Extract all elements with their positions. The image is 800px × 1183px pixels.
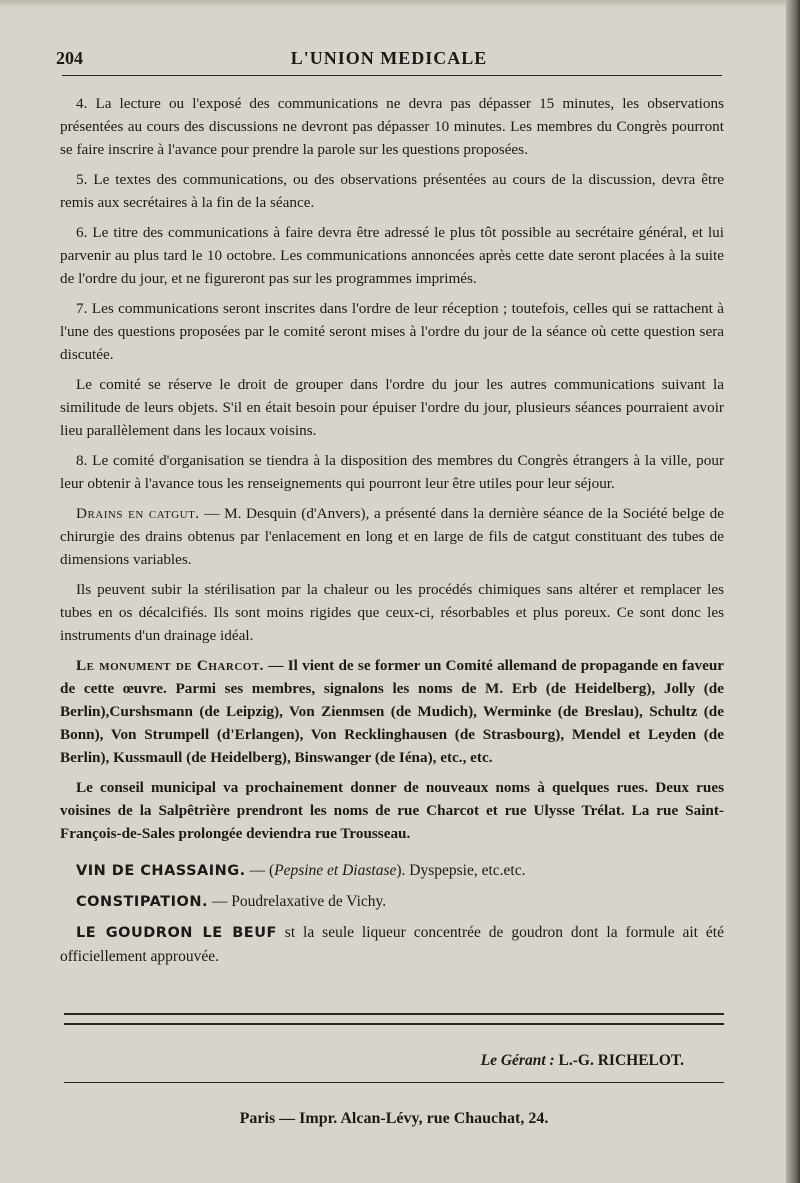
monument-article — [60, 654, 724, 769]
page-number: 204 — [56, 48, 83, 68]
page-binding-edge — [786, 0, 800, 1183]
advertisements — [60, 859, 724, 968]
header-rule — [62, 75, 722, 76]
drains-paragraph-2: Ils peuvent subir la stérilisation par la chaleur ou les procédés chimiques sans altérer et remplacer les tubes en os décalcifiés. Ils sont moins rigides que ceux-ci, résorbables et plus poreux. Ce sont donc les instruments d'un drainage idéal. — [60, 581, 724, 644]
paragraph-item-4: 4. La lecture ou l'exposé des communications ne devra pas dépasser 15 minutes, les observations présentées au cours des discussions ne devront pas dépasser 10 minutes. Les membres du Congrès pourront se faire inscrire à l'avance pour prendre la parole sur les questions proposées. — [60, 95, 724, 158]
ad-constip-name: CONSTIPATION. — [76, 894, 208, 910]
ad-vin-rest: ). Dyspepsie, etc.etc. — [396, 862, 526, 879]
ad-vin-dash: — ( — [245, 862, 275, 879]
paragraph-item-8: 8. Le comité d'organisation se tiendra à la disposition des membres du Congrès étrangers à la ville, pour leur obtenir à l'avance tous les renseignements qui pourront leur être utiles pour leur séjour. — [60, 452, 724, 492]
gerant-label: Le Gérant : — [480, 1052, 555, 1069]
ad-constipation — [60, 890, 724, 914]
printer-imprint: Paris — Impr. Alcan-Lévy, rue Chauchat, 24. — [239, 1110, 549, 1127]
gerant-name: L.-G. RICHELOT. — [554, 1052, 684, 1069]
drains-text: — M. Desquin (d'Anvers), a présenté dans la dernière séance de la Société belge de chirurgie des drains obtenus par l'enlacement en long et en large de fils de catgut constituant des tubes de dimensions variables. — [60, 505, 724, 568]
ad-goudron-name: LE GOUDRON LE BEUF — [76, 925, 277, 941]
running-head: L'UNION MEDICALE — [290, 48, 488, 68]
page-header — [56, 44, 722, 74]
ad-vin-chassaing — [60, 859, 724, 883]
ad-constip-rest: — Poudrelaxative de Vichy. — [207, 893, 387, 910]
ad-goudron-rest: st la seule liqueur concentrée de goudron dont la formule ait été officiellement approuvée. — [60, 924, 724, 965]
paragraph-committee-grouping: Le comité se réserve le droit de grouper dans l'ordre du jour les autres communications suivant la similitude de leurs objets. S'il en était besoin pour épuiser l'ordre du jour, plusieurs séances pourraient avoir lieu parallèlement dans les locaux voisins. — [60, 376, 724, 439]
paragraph-item-7: 7. Les communications seront inscrites dans l'ordre de leur réception ; toutefois, celles qui se rattachent à l'une des questions proposées par le comité seront mises à l'ordre du jour de la séance où cette question sera discutée. — [60, 300, 724, 363]
ad-vin-italic: Pepsine et Diastase — [274, 862, 397, 879]
gerant-signature — [64, 1052, 684, 1070]
monument-heading: Le monument de Charcot. — [76, 657, 264, 674]
double-rule-divider — [64, 1013, 724, 1025]
paragraph-item-6: 6. Le titre des communications à faire devra être adressé le plus tôt possible au secrétaire général, et lui parvenir au plus tard le 10 octobre. Les communications annoncées après cette date seront placées à la suite de l'ordre du jour, et ne figureront pas sur les programmes imprimés. — [60, 224, 724, 287]
ad-goudron — [60, 921, 724, 968]
monument-text: — Il vient de se former un Comité allemand de propagande en faveur de cette œuvre. Parmi ses membres, signalons les noms de M. Erb (de Heidelberg), Jolly (de Berlin),Curshsmann (de Leipzig), Von Zienmsen (de Mudich), Werminke (de Breslau), Schultz (de Bonn), Von Strumpell (d'Erlangen), Von Recklinghausen (de Strasbourg), Mendel et Leyden (de Berlin), Kussmaull (de Heidelberg), Binswanger (de Iéna), etc., etc. — [60, 657, 725, 766]
drains-heading: Drains en catgut. — [76, 505, 200, 522]
ad-vin-name: VIN DE CHASSAING. — [76, 863, 246, 879]
paragraph-item-5: 5. Le textes des communications, ou des observations présentées au cours de la discussion, devra être remis aux secrétaires à la fin de la séance. — [60, 171, 724, 211]
page-top-shadow — [0, 0, 800, 8]
article-body — [60, 92, 724, 975]
footer-rule — [64, 1082, 724, 1083]
drains-article — [60, 502, 724, 571]
street-names-paragraph: Le conseil municipal va prochainement donner de nouveaux noms à quelques rues. Deux rues voisines de la Salpêtrière prendront les noms de rue Charcot et rue Ulysse Trélat. La rue Saint-François-de-Sales prolongée deviendra rue Trousseau. — [60, 779, 724, 842]
